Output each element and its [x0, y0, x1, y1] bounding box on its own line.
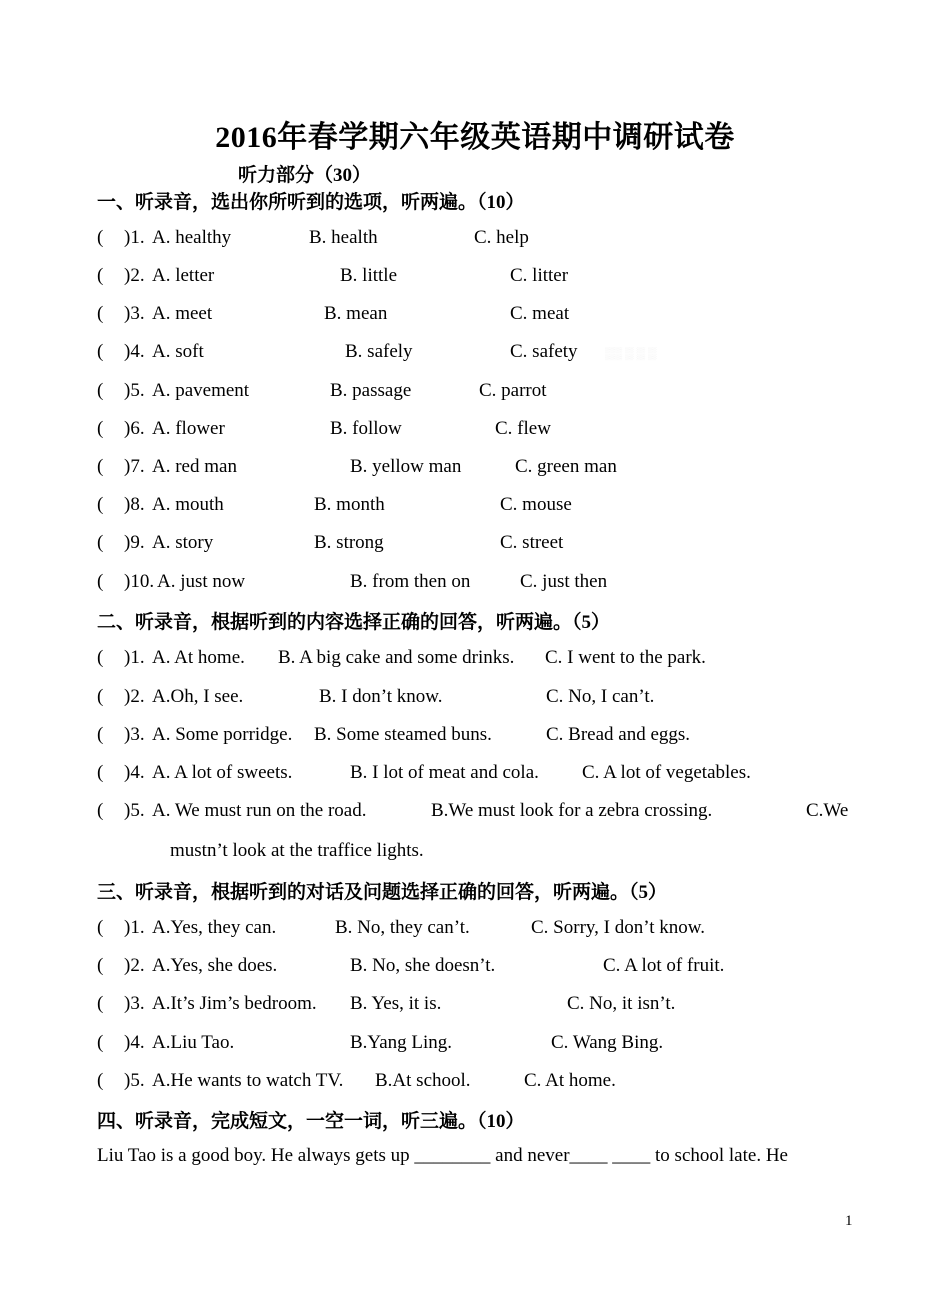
option-b: B. strong — [314, 532, 384, 553]
option-c: C. mouse — [500, 494, 572, 515]
option-b: B. Some steamed buns. — [314, 724, 492, 745]
question-number: )5. — [124, 800, 145, 821]
option-b: B. from then on — [350, 571, 471, 592]
option-a: A. just now — [157, 571, 246, 592]
section-1-heading: 一、听录音，选出你所听到的选项，听两遍。（10） — [97, 192, 525, 213]
option-c: C. litter — [510, 265, 569, 286]
option-a: A. A lot of sweets. — [152, 762, 293, 783]
option-b: B.Yang Ling. — [350, 1032, 453, 1053]
option-a: A. story — [152, 532, 214, 553]
option-b: B.At school. — [375, 1070, 471, 1091]
section-4-heading: 四、听录音，完成短文，一空一词，听三遍。（10） — [97, 1111, 525, 1132]
listening-subtitle: 听力部分（30） — [238, 165, 372, 186]
answer-paren: ( — [97, 917, 104, 938]
option-b: B. Yes, it is. — [350, 993, 442, 1014]
question-number: )1. — [124, 917, 145, 938]
option-b: B. No, they can’t. — [335, 917, 470, 938]
question-number: )2. — [124, 955, 145, 976]
faint-watermark: ▒▒ ▒ ▒ ▒ — [605, 346, 657, 360]
answer-paren: ( — [97, 724, 104, 745]
option-b: B. mean — [324, 303, 388, 324]
option-a: A. mouth — [152, 494, 224, 515]
question-number: )8. — [124, 494, 145, 515]
option-c: C. just then — [520, 571, 608, 592]
answer-paren: ( — [97, 303, 104, 324]
answer-paren: ( — [97, 955, 104, 976]
option-c: C. parrot — [479, 380, 547, 401]
question-number: )5. — [124, 380, 145, 401]
option-b: B. month — [314, 494, 385, 515]
option-b: B. little — [340, 265, 397, 286]
answer-paren: ( — [97, 456, 104, 477]
question-number: )6. — [124, 418, 145, 439]
question-number: )3. — [124, 993, 145, 1014]
question-number: )2. — [124, 686, 145, 707]
option-a: A. meet — [152, 303, 213, 324]
option-a: A. Some porridge. — [152, 724, 293, 745]
option-b: B. No, she doesn’t. — [350, 955, 496, 976]
section-2-heading: 二、听录音，根据听到的内容选择正确的回答，听两遍。（5） — [97, 612, 611, 633]
page-number: 1 — [845, 1213, 853, 1229]
option-b: B. yellow man — [350, 456, 462, 477]
fill-in-paragraph: Liu Tao is a good boy. He always gets up ________ and never____ ____ to school late. He — [97, 1145, 788, 1166]
option-c: C. A lot of vegetables. — [582, 762, 751, 783]
option-a: A. letter — [152, 265, 215, 286]
answer-paren: ( — [97, 380, 104, 401]
answer-paren: ( — [97, 762, 104, 783]
option-b: B. health — [309, 227, 378, 248]
question-number: )4. — [124, 762, 145, 783]
option-a: A. At home. — [152, 647, 245, 668]
option-a: A. pavement — [152, 380, 250, 401]
option-a: A.It’s Jim’s bedroom. — [152, 993, 317, 1014]
option-a: A. We must run on the road. — [152, 800, 367, 821]
option-c: C. At home. — [524, 1070, 616, 1091]
option-c: C. street — [500, 532, 564, 553]
option-a: A. soft — [152, 341, 204, 362]
option-c: C. Sorry, I don’t know. — [531, 917, 705, 938]
option-c: C. help — [474, 227, 529, 248]
answer-paren: ( — [97, 265, 104, 286]
answer-paren: ( — [97, 686, 104, 707]
question-number: )3. — [124, 303, 145, 324]
option-b: B. follow — [330, 418, 402, 439]
answer-paren: ( — [97, 494, 104, 515]
option-b: B. passage — [330, 380, 412, 401]
option-b: B. I lot of meat and cola. — [350, 762, 539, 783]
option-c: C. safety — [510, 341, 578, 362]
answer-paren: ( — [97, 993, 104, 1014]
question-number: )1. — [124, 647, 145, 668]
question-number: )10. — [124, 571, 155, 592]
option-a: A.Liu Tao. — [152, 1032, 235, 1053]
option-c: C. Wang Bing. — [551, 1032, 664, 1053]
option-a: A. red man — [152, 456, 237, 477]
question-number: )4. — [124, 341, 145, 362]
question-number: )7. — [124, 456, 145, 477]
question-number: )5. — [124, 1070, 145, 1091]
option-c: C. green man — [515, 456, 617, 477]
option-a: A.Yes, they can. — [152, 917, 277, 938]
option-c: C.We — [806, 800, 849, 821]
option-c: C. meat — [510, 303, 570, 324]
option-b: B. safely — [345, 341, 413, 362]
option-a: A. healthy — [152, 227, 232, 248]
section-3-heading: 三、听录音，根据听到的对话及问题选择正确的回答，听两遍。（5） — [97, 882, 668, 903]
answer-paren: ( — [97, 1032, 104, 1053]
answer-paren: ( — [97, 1070, 104, 1091]
answer-paren: ( — [97, 571, 104, 592]
question-number: )4. — [124, 1032, 145, 1053]
option-c: C. A lot of fruit. — [603, 955, 725, 976]
answer-paren: ( — [97, 532, 104, 553]
option-a: A. flower — [152, 418, 225, 439]
option-b: B.We must look for a zebra crossing. — [431, 800, 713, 821]
answer-paren: ( — [97, 227, 104, 248]
option-b: B. I don’t know. — [319, 686, 443, 707]
option-c: C. No, it isn’t. — [567, 993, 676, 1014]
option-a: A.Yes, she does. — [152, 955, 278, 976]
question-number: )9. — [124, 532, 145, 553]
answer-paren: ( — [97, 647, 104, 668]
option-c: C. I went to the park. — [545, 647, 706, 668]
answer-paren: ( — [97, 800, 104, 821]
answer-paren: ( — [97, 341, 104, 362]
question-number: )2. — [124, 265, 145, 286]
answer-paren: ( — [97, 418, 104, 439]
question-number: )1. — [124, 227, 145, 248]
question-number: )3. — [124, 724, 145, 745]
page-title: 2016年春学期六年级英语期中调研试卷 — [215, 121, 735, 154]
option-c: C. flew — [495, 418, 551, 439]
option-c: C. No, I can’t. — [546, 686, 655, 707]
option-a: A.Oh, I see. — [152, 686, 244, 707]
option-b: B. A big cake and some drinks. — [278, 647, 515, 668]
option-c: C. Bread and eggs. — [546, 724, 691, 745]
option-a: A.He wants to watch TV. — [152, 1070, 344, 1091]
option-c-continued: mustn’t look at the traffice lights. — [170, 840, 424, 861]
